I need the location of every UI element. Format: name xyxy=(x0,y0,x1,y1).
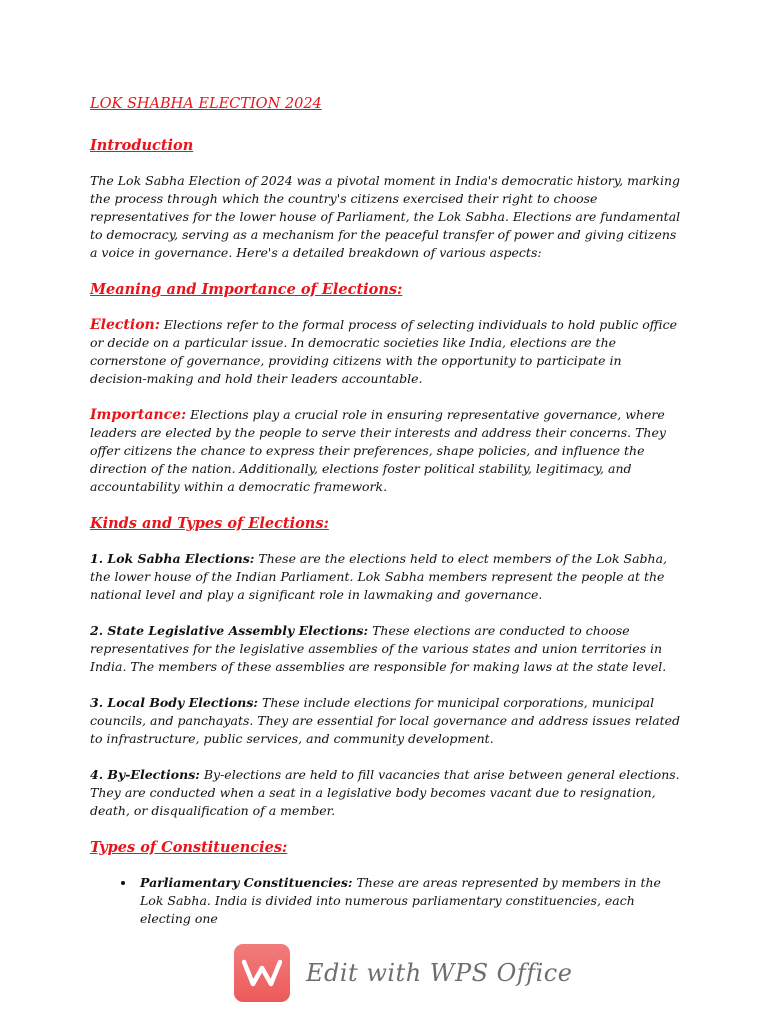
election-text: Elections refer to the formal process of selecting individuals to hold public office or decide on a particular issue. In democratic societies like India, elections are the cornerstone of governance, providing citizens with the opportunity to participate in decision-making and hold their leaders accountable. xyxy=(90,317,678,386)
introduction-heading: Introduction xyxy=(90,137,194,154)
kind-item-label: 3. Local Body Elections: xyxy=(90,695,259,710)
wps-w-glyph-icon xyxy=(242,959,282,987)
list-item xyxy=(136,874,682,928)
importance-text: Elections play a crucial role in ensuring representative governance, where leaders are elected by the people to serve their interests and address their concerns. They offer citizens the chance to express their preferences, shape policies, and influence the direction of the nation. Additionally, elections foster political stability, legitimacy, and accountability within a democratic framework. xyxy=(90,407,666,494)
kind-item xyxy=(90,766,682,820)
kind-item-text: These are the elections held to elect members of the Lok Sabha, the lower house of the Indian Parliament. Lok Sabha members represent the people at the national level and play a significant role in lawmaking and governance. xyxy=(90,551,667,602)
importance-paragraph xyxy=(90,406,682,496)
kind-item xyxy=(90,550,682,604)
kind-item-label: 1. Lok Sabha Elections: xyxy=(90,551,255,566)
kind-item-label: 2. State Legislative Assembly Elections: xyxy=(90,623,369,638)
introduction-paragraph: The Lok Sabha Election of 2024 was a pivotal moment in India's democratic history, marking the process through which the country's citizens exercised their right to choose representatives for the lower house of Parliament, the Lok Sabha. Elections are fundamental to democracy, serving as a mechanism for the peaceful transfer of power and giving citizens a voice in governance. Here's a detailed breakdown of various aspects: xyxy=(90,173,681,260)
document-title: LOK SHABHA ELECTION 2024 xyxy=(90,96,322,112)
importance-label: Importance: xyxy=(90,407,187,423)
kind-item xyxy=(90,694,682,748)
wps-watermark[interactable] xyxy=(234,943,572,1003)
kind-item-text: By-elections are held to fill vacancies that arise between general elections. They are conducted when a seat in a legislative body becomes vacant due to resignation, death, or disqualification of a member. xyxy=(90,767,680,818)
constituencies-heading: Types of Constituencies: xyxy=(90,839,288,856)
wps-watermark-text: Edit with WPS Office xyxy=(306,959,573,987)
election-label: Election: xyxy=(90,317,160,333)
kind-item-text: These elections are conducted to choose representatives for the legislative assemblies of the various states and union territories in India. The members of these assemblies are responsible for making laws at the state level. xyxy=(90,623,667,674)
wps-logo-icon xyxy=(234,944,290,1002)
constituency-item-text: These are areas represented by members in the Lok Sabha. India is divided into numerous parliamentary constituencies, each electing one xyxy=(140,875,661,926)
meaning-heading: Meaning and Importance of Elections: xyxy=(90,281,403,298)
election-paragraph xyxy=(90,316,682,388)
document-content xyxy=(90,94,682,928)
kind-item xyxy=(90,622,682,676)
constituency-item-label: Parliamentary Constituencies: xyxy=(140,875,353,890)
kind-item-label: 4. By-Elections: xyxy=(90,767,200,782)
constituencies-list xyxy=(90,874,682,928)
kinds-heading: Kinds and Types of Elections: xyxy=(90,515,329,532)
kind-item-text: These include elections for municipal corporations, municipal councils, and panchayats. They are essential for local governance and address issues related to infrastructure, public services, and community development. xyxy=(90,695,681,746)
